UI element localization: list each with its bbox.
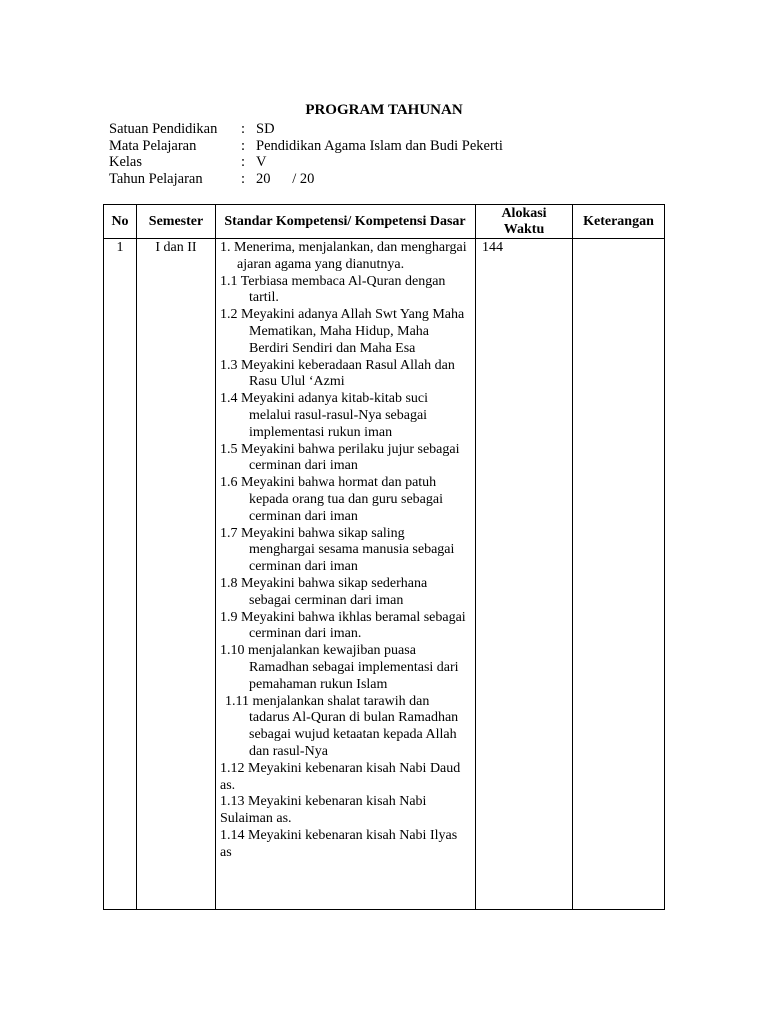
header-semester: Semester	[148, 213, 204, 229]
kompetensi-item: 1.5 Meyakini bahwa perilaku jujur sebagai cerminan dari iman	[220, 441, 460, 474]
header-no: No	[111, 213, 129, 229]
kompetensi-item: 1.7 Meyakini bahwa sikap saling menghargai sesama manusia sebagai cerminan dari iman	[220, 525, 455, 575]
kompetensi-item: 1.4 Meyakini adanya kitab-kitab suci melalui rasul-rasul-Nya sebagai implementasi rukun iman	[220, 391, 428, 440]
kompetensi-item: 1.12 Meyakini kebenaran kisah Nabi Daud as.	[220, 760, 461, 793]
kompetensi-item: 1.1 Terbiasa membaca Al-Quran dengan tartil.	[220, 273, 446, 306]
row-semester: I dan II	[155, 240, 197, 255]
column-divider	[136, 205, 137, 909]
kompetensi-item: 1.6 Meyakini bahwa hormat dan patuh kepada orang tua dan guru sebagai cerminan dari iman	[220, 475, 443, 524]
meta-colon: :	[241, 171, 246, 187]
column-divider	[475, 205, 476, 909]
meta-colon: :	[241, 154, 246, 170]
kompetensi-item: 1.13 Meyakini kebenaran kisah Nabi Sulaiman as.	[220, 794, 427, 827]
page-title: PROGRAM TAHUNAN	[305, 102, 463, 118]
meta-value: SD	[256, 121, 275, 137]
header-alokasi-waktu: Alokasi Waktu	[501, 205, 547, 237]
program-table	[103, 204, 665, 910]
kompetensi-item: 1.2 Meyakini adanya Allah Swt Yang Maha Mematikan, Maha Hidup, Maha Berdiri Sendiri dan Maha Esa	[220, 307, 465, 356]
kompetensi-item: 1. Menerima, menjalankan, dan menghargai ajaran agama yang dianutnya.	[220, 240, 467, 272]
row-alokasi-waktu: 144	[482, 240, 503, 255]
kompetensi-item: 1.11 menjalankan shalat tarawih dan tadarus Al-Quran di bulan Ramadhan sebagai wujud ketaatan kepada Allah dan rasul-Nya	[225, 693, 459, 759]
meta-label: Kelas	[109, 154, 143, 170]
meta-colon: :	[241, 138, 246, 154]
meta-label: Mata Pelajaran	[109, 138, 197, 154]
meta-value: 20 / 20	[256, 171, 315, 187]
meta-label: Tahun Pelajaran	[109, 171, 203, 187]
kompetensi-item: 1.9 Meyakini bahwa ikhlas beramal sebagai cerminan dari iman.	[220, 609, 466, 642]
meta-colon: :	[241, 121, 246, 137]
header-keterangan: Keterangan	[583, 213, 654, 229]
kompetensi-item: 1.3 Meyakini keberadaan Rasul Allah dan Rasu Ulul ‘Azmi	[220, 357, 455, 390]
header-kompetensi: Standar Kompetensi/ Kompetensi Dasar	[224, 213, 466, 229]
row-no: 1	[116, 240, 124, 255]
header-divider	[104, 238, 664, 239]
meta-label: Satuan Pendidikan	[109, 121, 218, 137]
kompetensi-list	[220, 240, 472, 861]
kompetensi-item: 1.14 Meyakini kebenaran kisah Nabi Ilyas as	[220, 827, 458, 860]
meta-value: Pendidikan Agama Islam dan Budi Pekerti	[256, 138, 503, 154]
column-divider	[215, 205, 216, 909]
kompetensi-item: 1.8 Meyakini bahwa sikap sederhana sebagai cerminan dari iman	[220, 575, 428, 608]
meta-value: V	[256, 154, 267, 170]
kompetensi-item: 1.10 menjalankan kewajiban puasa Ramadhan sebagai implementasi dari pemahaman rukun Islam	[220, 643, 459, 692]
column-divider	[572, 205, 573, 909]
